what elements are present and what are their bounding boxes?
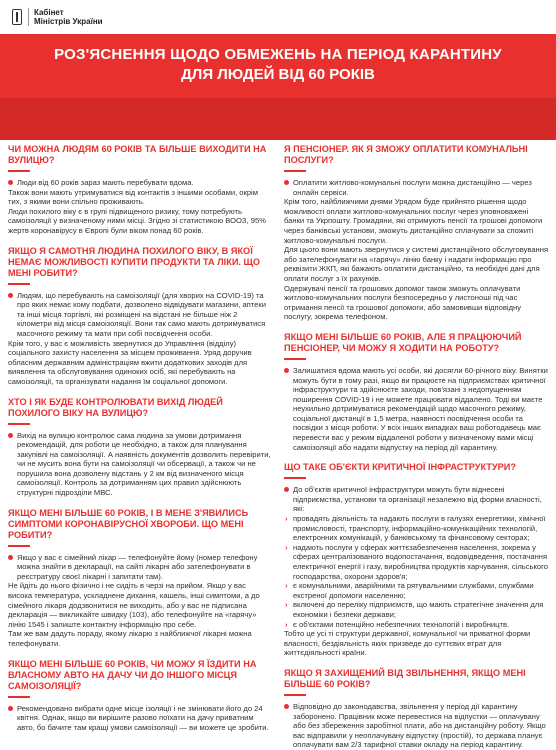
faq-section bbox=[284, 668, 550, 750]
faq-section bbox=[8, 246, 272, 387]
faq-question: ЯКЩО МЕНІ БІЛЬШЕ 60 РОКІВ, ЧИ МОЖУ Я ЇЗДИТИ НА ВЛАСНОМУ АВТО НА ДАЧУ ЧИ ДО ІНШОГО МІСЦЯ САМОІЗОЛЯЦІЇ? bbox=[8, 659, 272, 698]
title-line-2: ДЛЯ ЛЮДЕЙ ВІД 60 РОКІВ bbox=[181, 66, 375, 83]
content-columns bbox=[0, 144, 556, 750]
left-column bbox=[8, 144, 272, 732]
faq-answer: До об'єктів критичної інфраструктури можуть бути віднесені підприємства, установи та організації незалежно від форми власності, які: bbox=[284, 485, 550, 514]
faq-section bbox=[8, 508, 272, 649]
faq-section bbox=[8, 659, 272, 733]
faq-section bbox=[8, 144, 272, 236]
trident-icon bbox=[12, 9, 22, 25]
faq-section bbox=[8, 397, 272, 498]
faq-question: Я ПЕНСІОНЕР. ЯК Я ЗМОЖУ ОПЛАТИТИ КОМУНАЛЬНІ ПОСЛУГИ? bbox=[284, 144, 550, 172]
faq-question: ЧИ МОЖНА ЛЮДЯМ 60 РОКІВ ТА БІЛЬШЕ ВИХОДИТИ НА ВУЛИЦЮ? bbox=[8, 144, 272, 172]
faq-answer: Люди від 60 років зараз мають перебувати вдома. bbox=[8, 178, 272, 188]
faq-answer: Якщо у вас є сімейний лікар — телефонуйте йому (номер телефону можна знайти в декларації, на сайті лікарні або зателефонувати в реєстратуру своєї лікарні і запитати там). bbox=[8, 553, 272, 582]
faq-question: ХТО І ЯК БУДЕ КОНТРОЛЮВАТИ ВИХІД ЛЮДЕЙ ПОХИЛОГО ВІКУ НА ВУЛИЦЮ? bbox=[8, 397, 272, 425]
faq-question: ЯКЩО МЕНІ БІЛЬШЕ 60 РОКІВ, І В МЕНЕ З'ЯВИЛИСЬ СИМПТОМИ КОРОНАВІРУСНОЇ ХВОРОБИ. ЩО МЕНІ РОБИТИ? bbox=[8, 508, 272, 547]
org-name bbox=[28, 8, 103, 26]
faq-question: ЯКЩО Я САМОТНЯ ЛЮДИНА ПОХИЛОГО ВІКУ, В ЯКОЇ НЕМАЄ МОЖЛИВОСТІ КУПИТИ ПРОДУКТИ ТА ЛІКИ. ЩО МЕНІ РОБИТИ? bbox=[8, 246, 272, 285]
faq-answer: Людям, що перебувають на самоізоляції (для хворих на COVID-19) та про яких немає кому подбати, дозволено відвідувати магазини, аптеки та інші місця торгівлі, які розміщені на відстані не більше ніж 2 кілометри від місця самоізоляції. Вони так само мають дотримуватися масочного режиму та мати при собі посвідчення особи. bbox=[8, 291, 272, 339]
faq-answer: Не йдіть до нього фізично і не сидіть в черзі на прийом. Якщо у вас висока температура, ускладнене дихання, кашель, інші симптоми, а до сімейного лікаря додзвонитися не виходить, або у вас не підписана декларація — викликайте швидку (103), або телефонуйте на «гарячу» лінію 1545 і залиште контактну інформацію про себе. bbox=[8, 581, 260, 629]
faq-answer: Крім того, у вас є можливість звернутися до Управління (відділу) соціального захисту населення за місцем проживання. Уряд доручив обласним державним адміністраціям вжити додаткових заходів для виявлення та обслуговування одиноких осіб, які перебувають на самоізоляції, та організувати надання їм соціальної допомоги. bbox=[8, 338, 252, 386]
title-line-1: РОЗ'ЯСНЕННЯ ЩОДО ОБМЕЖЕНЬ НА ПЕРІОД КАРАНТИНУ bbox=[54, 46, 502, 63]
faq-answer: Відповідно до законодавства, звільнення у період дії карантину заборонено. Працівник може перевестися на відпустки — оплачувану або без збереження заробітної плати, або на дистанційну роботу. Якщо вас відправили у неоплачувану відпустку (простій), то держава планує оплачувати вам 2/3 тарифної ставки окладу на період карантину. bbox=[284, 702, 550, 750]
faq-answer: Оплатити житлово-комунальні послуги можна дистанційно — через онлайн сервіси. bbox=[284, 178, 550, 197]
faq-answer: Люди похилого віку є в групі підвищеного ризику, тому потребують самоізоляції у визначеному ними місці. Згідно зі статистикою ВООЗ, 95% жертв коронавірусу в Європі були віком понад 60 років. bbox=[8, 206, 266, 235]
faq-section bbox=[284, 332, 550, 452]
faq-question: ЩО ТАКЕ ОБ'ЄКТИ КРИТИЧНОЇ ІНФРАСТРУКТУРИ? bbox=[284, 462, 550, 479]
org-line-1: Кабінет bbox=[34, 8, 64, 17]
right-column bbox=[284, 144, 550, 750]
faq-list-item: › є комунальними, аварійними та рятувальними службами, службами екстреної допомоги населенню; bbox=[284, 581, 550, 600]
title-banner bbox=[0, 34, 556, 98]
faq-answer: Вихід на вулицю контролює сама людина за умови дотримання рекомендацій, для роботи це необхідно, а також для планування закупівлі на самоізоляції. А наявність документів дозволить перевірити, чи не мусить вона бути на самоізоляції чи обсервації, а також чи не порушила вона дозволену відстань у 2 км від визначеного місця самоізоляції. Контроль за дотриманням цих правил здійснюють структурні підрозділи МВС. bbox=[8, 431, 272, 498]
faq-answer: Рекомендовано вибрати одне місце ізоляції і не змінювати його до 24 квітня. Однак, якщо ви вирішите разово поїхати на дачу приватним авто, бо бачите там кращі умови самоізоляції — ви можете це зробити. bbox=[8, 704, 272, 733]
faq-list-item: › включені до переліку підприємств, що мають стратегічне значення для економіки і безпеки держави; bbox=[284, 600, 550, 619]
faq-question: ЯКЩО Я ЗАХИЩЕНИЙ ВІД ЗВІЛЬНЕННЯ, ЯКЩО МЕНІ БІЛЬШЕ 60 РОКІВ? bbox=[284, 668, 550, 696]
faq-answer: Одержувачі пенсії та грошових допомог також зможуть оплачувати житлово-комунальних послуги безпосередньо у листоноші під час отримання пенсії та грошової допомоги, або замовивши відповідну послугу, зокрема телефоном. bbox=[284, 283, 522, 322]
faq-answer: Там же вам дадуть пораду, якому лікарю з найближчої лікарні можна телефонувати. bbox=[8, 629, 252, 648]
faq-answer: Залишатися вдома мають усі особи, які досягли 60-річного віку. Винятки можуть бути в тому разі, якщо ви працюєте на підприємствах критичної інфраструктури та здійснюєте заходи, пов'язані з недопущенням поширення COVID-19 і не можете працювати віддалено. Тоді ви маєте неухильно дотримуватися рекомендацій щодо масочного режиму, соціальної дистанції в 1,5 метра, наявності посвідчення особи та посвідки з місця роботи. У всіх інших випадках ваш роботодавець має перевести вас у режим віддаленої роботи у визначеному вами місці самоізоляції або надати відпустку на період дії карантину. bbox=[284, 366, 550, 452]
faq-answer: Крім того, найближчими днями Урядом буде прийнято рішення щодо можливості оплати житлово-комунальних послуг через уповноважені банки та Укрпошту. Громадяни, які отримують пенсії та грошові допомоги через банківські установи, зможуть дистанційно сплачувати за спожиті житлово-комунальні послуги. bbox=[284, 197, 543, 245]
intro-strip bbox=[0, 98, 556, 140]
faq-list-item: › надають послуги у сферах життєзабезпечення населення, зокрема у сферах централізованого водопостачання, водовідведення, постачання електричної енергії і газу, виробництва продуктів харчування, сільського господарства, охорони здоров'я; bbox=[284, 543, 550, 581]
faq-answer: Тобто це усі ті структури державної, комунальної чи приватної форми власності, бездіяльність яких призведе до суттєвих втрат для життєдіяльності країни. bbox=[284, 629, 531, 658]
faq-answer: Для цього вони мають звернутися у системі дистанційного обслуговування або зателефонувати на «гарячу» лінію банку і надати інформацію про реквізити ЖКП, які бажають оплатити дистанційно, та необхідні дані для оплати послуг з їх рахунків. bbox=[284, 245, 549, 283]
header bbox=[0, 0, 556, 34]
faq-list-item: › є об'єктами потенційно небезпечних технологій і виробництв. bbox=[284, 620, 550, 630]
faq-question: ЯКЩО МЕНІ БІЛЬШЕ 60 РОКІВ, АЛЕ Я ПРАЦЮЮЧИЙ ПЕНСІОНЕР, ЧИ МОЖУ Я ХОДИТИ НА РОБОТУ? bbox=[284, 332, 550, 360]
faq-section bbox=[284, 462, 550, 658]
org-line-2: Міністрів України bbox=[34, 17, 103, 26]
faq-section bbox=[284, 144, 550, 322]
faq-list-item: › провадять діяльність та надають послуги в галузях енергетики, хімічної промисловості, транспорту, інформаційно-комунікаційних технологій, електронних комунікацій, у банківському та фінансовому секторах; bbox=[284, 514, 550, 543]
faq-answer: Також вони мають утримуватися від контактів з іншими особами, окрім тих, з якими вони спільно проживають. bbox=[8, 187, 258, 207]
